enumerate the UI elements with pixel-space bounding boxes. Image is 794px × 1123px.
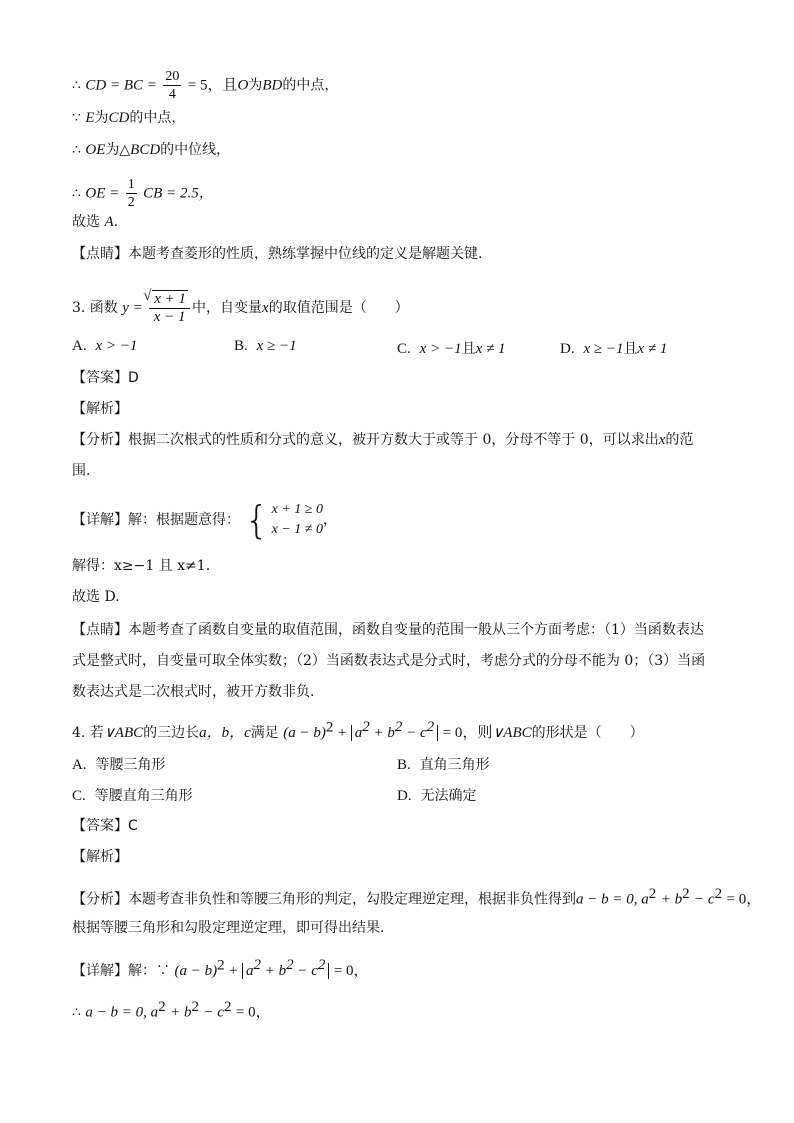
fraction-sqrt: √ $\frac{x + 1}{x - 1}$ [149,290,190,326]
q3-xiangjie: 【详解】解：根据题意得： { x + 1 ≥ 0 x − 1 ≠ 0 ， [72,498,337,542]
q3-guxuan: 故选 D. [72,589,120,605]
line-oe-midline: ∴ OE为△BCD的中位线， [72,142,231,158]
q3-fenxi-line1: 【分析】根据二次根式的性质和分式的意义，被开方数大于或等于 0，分母不等于 0，可以求出x的范 [72,432,694,448]
sqrt-expression: √ x + 1 [152,290,188,308]
math-cd-bc: CD = BC = [85,77,157,94]
q3-option-b: B. x ≥ −1 [234,338,297,354]
q3-fenxi-line2: 围. [72,463,91,479]
q4-option-b: B. 直角三角形 [397,757,490,773]
q3-answer: 【答案】D [72,370,139,386]
q3-dianjing-line1: 【点睛】本题考查了函数自变量的取值范围，函数自变量的范围一般从三个方面考虑：（1）当函数表达 [72,622,704,638]
q4-xiangjie: 【详解】解：∵ $(a - b)^2 + a^2 + b^2 - c^2 = 0$， [72,957,369,979]
q4-option-d: D. 无法确定 [397,788,477,804]
q4-stem: 4. 若∨ABC的三边长a，b，c满足 $(a - b)^2 + a^2 + b^2 - c^2 = 0$，则∨ABC的形状是（ ） [72,719,644,741]
q4-option-a: A. 等腰三角形 [72,757,166,773]
line-cd-bc: ∴ CD = BC = $\frac{20}{4}$ = 5，且O为BD的中点， [72,69,339,102]
line-e-midpoint: ∵ E为CD的中点， [72,110,186,126]
q4-last-line: ∴ a − b = 0, $a^2 + b^2 - c^2 = 0$， [72,999,271,1021]
q3-option-c: C. x > −1且x ≠ 1 [397,341,506,357]
q3-option-a: A. x > −1 [72,338,138,354]
fraction-20-4: $\frac{20}{4}$ [165,69,180,102]
q3-jiede: 解得：x≥−1 且 x≠1. [72,558,211,574]
q4-option-c: C. 等腰直角三角形 [72,788,193,804]
because-symbol: ∵ [72,110,81,126]
text-eq5: = 5，且 [187,77,238,94]
therefore-symbol: ∴ [72,77,81,94]
absolute-value: $a^2 + b^2 - c^2$ [351,725,438,741]
line-dianjing-q2: 【点睛】本题考查菱形的性质，熟练掌握中位线的定义是解题关键. [72,246,483,262]
q3-jiexi: 【解析】 [72,401,128,417]
line-choose-a: 故选 A. [72,214,119,230]
q3-stem: 3. 函数 y = √ $\frac{x + 1}{x - 1}$ 中，自变量x的取值范围是（ ） [72,290,409,326]
q3-option-d: D. x ≥ −1且x ≠ 1 [560,341,668,357]
q4-fenxi-line2: 根据等腰三角形和勾股定理逆定理，即可得出结果. [72,920,385,936]
q3-dianjing-line2: 式是整式时，自变量可取全体实数；（2）当函数表达式是分式时，考虑分式的分母不能为 0；（3）当函 [72,653,706,669]
fraction-half: $\frac{1}{2}$ [127,177,135,210]
equation-system: { x + 1 ≥ 0 x − 1 ≠ 0 [244,498,323,542]
q3-dianjing-line3: 数表达式是二次根式时，被开方数非负. [72,684,315,700]
q4-answer: 【答案】C [72,818,138,834]
tag-dianjing: 【点睛】 [72,246,128,262]
line-oe-value: ∴ OE = $\frac{1}{2}$ CB = 2.5， [72,177,214,210]
q4-jiexi: 【解析】 [72,849,128,865]
q4-fenxi-line1: 【分析】本题考查非负性和等腰三角形的判定，勾股定理逆定理，根据非负性得到a − b = 0, $a^2 + b^2 - c^2 = 0$， [72,886,762,908]
